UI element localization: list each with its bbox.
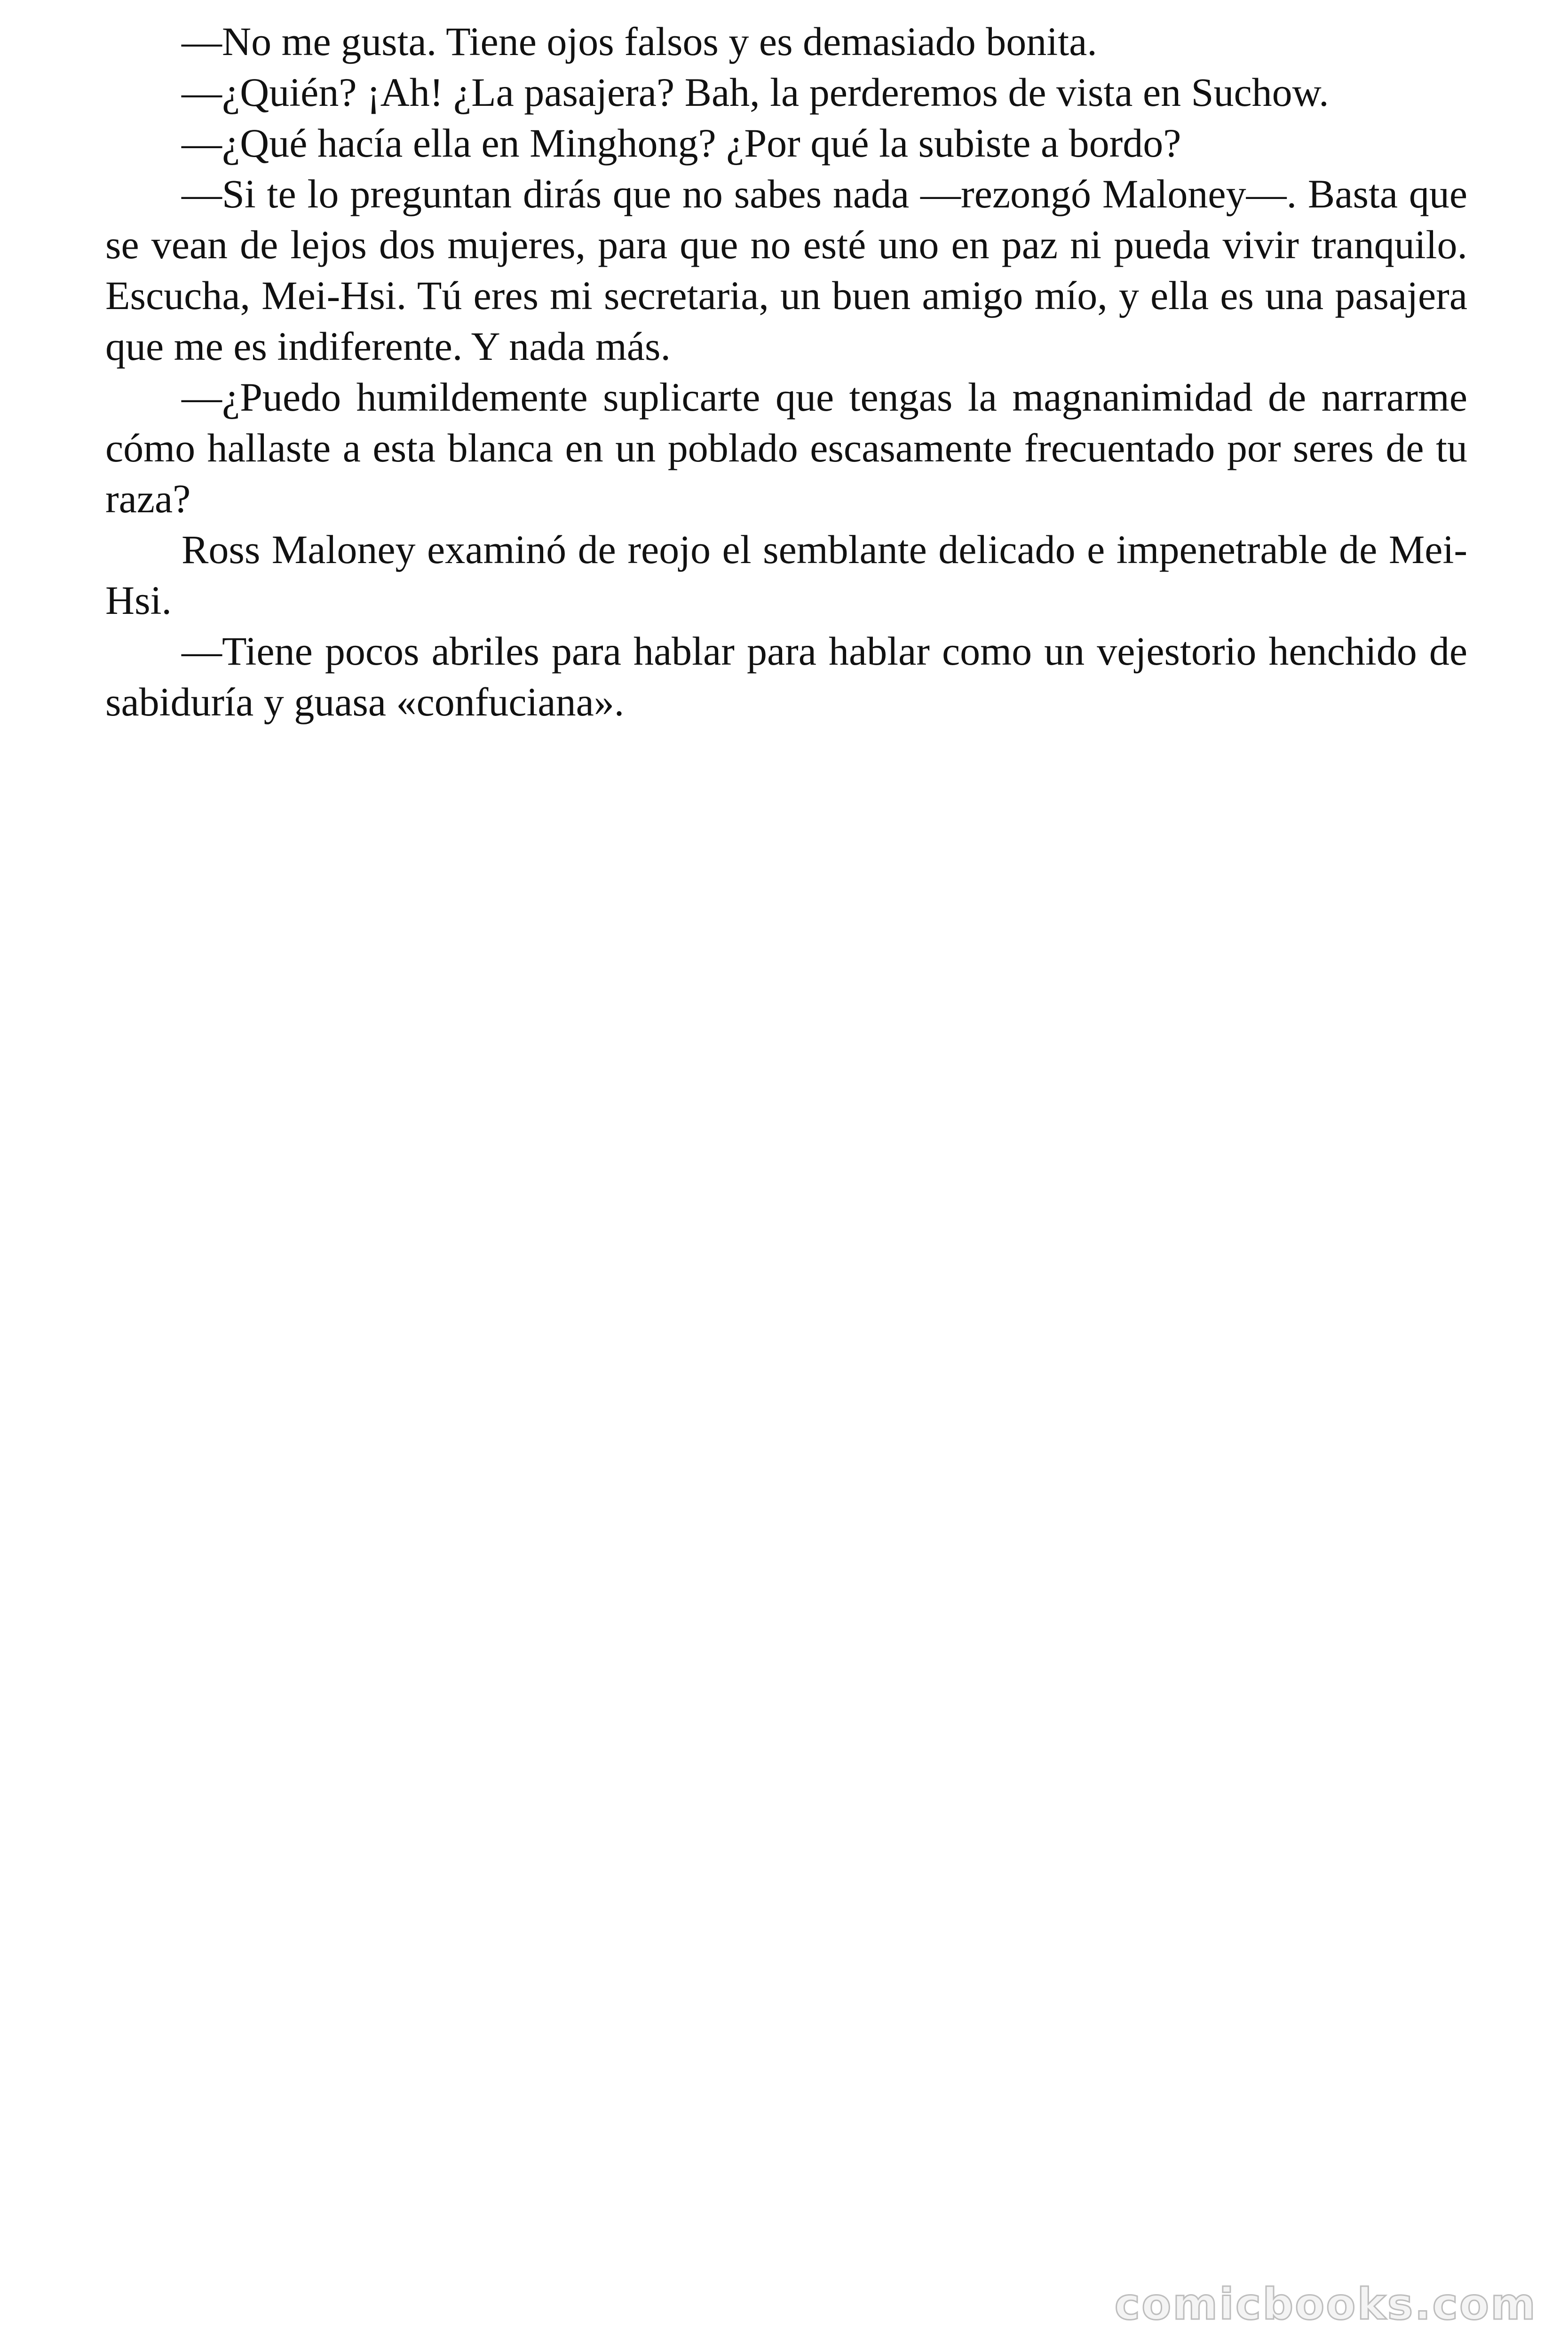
paragraph: —No me gusta. Tiene ojos falsos y es demasiado bonita. xyxy=(182,19,1097,64)
paragraph: —¿Puedo humildemente suplicarte que tengas la magnanimidad de narrarme cómo hallaste a esta blanca en un poblado escasamente frecuentado por seres de tu raza? xyxy=(105,374,1467,521)
watermark: comicbooks.com xyxy=(1114,2279,1537,2329)
paragraph: —¿Quién? ¡Ah! ¿La pasajera? Bah, la perderemos de vista en Suchow. xyxy=(182,70,1329,115)
page-body xyxy=(105,16,1467,727)
paragraph: —Si te lo preguntan dirás que no sabes nada —rezongó Maloney—. Basta que se vean de lejos dos mujeres, para que no esté uno en paz ni pueda vivir tranquilo. Escucha, Mei-Hsi. Tú eres mi secretaria, un buen amigo mío, y ella es una pasajera que me es indiferente. Y nada más. xyxy=(105,171,1467,369)
paragraph: —¿Qué hacía ella en Minghong? ¿Por qué la subiste a bordo? xyxy=(182,120,1181,166)
paragraph: Ross Maloney examinó de reojo el semblante delicado e impenetrable de Mei-Hsi. xyxy=(105,527,1467,623)
paragraph: —Tiene pocos abriles para hablar para hablar como un vejestorio henchido de sabiduría y guasa «confuciana». xyxy=(105,628,1467,724)
